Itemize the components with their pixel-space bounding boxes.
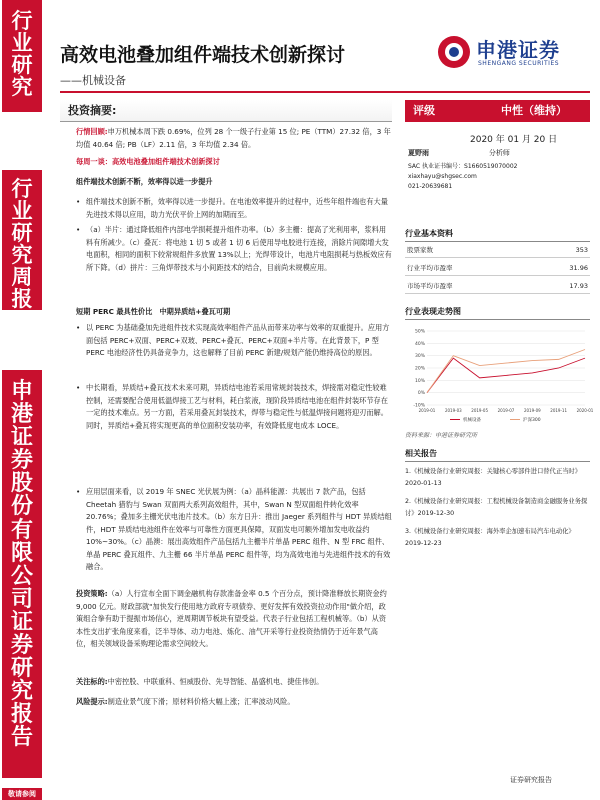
- focus-stocks: [76, 676, 392, 689]
- side-label-company: [2, 370, 42, 778]
- side-char: 券: [10, 632, 33, 659]
- footer-label: 证券研究报告: [510, 776, 552, 784]
- side-char: 报: [11, 286, 33, 312]
- report-subtitle: ——机械设备: [60, 74, 126, 87]
- side-char: 周: [11, 264, 33, 290]
- related-reports-heading: 相关报告: [405, 448, 590, 462]
- side-char: 业: [11, 198, 33, 224]
- chart-x-tick-label: 2020-01: [576, 408, 594, 413]
- related-report-3[interactable]: 3.《机械设备行业研究周报：海外率企加速布局汽车电动化》2019-12-23: [405, 528, 575, 547]
- analyst-email[interactable]: xiaxhayu@shgsec.com: [408, 173, 477, 180]
- company-logo: [438, 34, 588, 84]
- chart-x-tick-label: 2019-11: [550, 408, 568, 413]
- basic-info-heading: 行业基本资料: [405, 228, 590, 242]
- side-char: 业: [11, 30, 33, 56]
- rating-label: 评级: [413, 104, 435, 117]
- header-divider: [60, 91, 590, 93]
- analyst-role: 分析师: [488, 149, 510, 157]
- summary-heading: 投资摘要:: [60, 100, 392, 122]
- side-char: 告: [10, 724, 33, 751]
- investment-strategy: [76, 588, 392, 651]
- risk-text: 制造业景气度下滑；原材料价格大幅上涨；汇率波动风险。: [107, 697, 295, 706]
- side-char: 研: [10, 655, 33, 682]
- basic-key: 股票家数: [407, 246, 433, 254]
- market-review: [76, 126, 392, 151]
- side-char: 份: [10, 493, 33, 520]
- side-char: 限: [10, 539, 33, 566]
- bullet-3: • 以 PERC 为基础叠加先进组件技术实现高效率组件产品从而带来功率与效率的双重提升。应用方面包括 PERC+双面、PERC+双玻、PERC+叠瓦、PERC+双面+半片等。在此背景下，P 型 PERC 电池经济性仍具备竞争力，这也解释了目前 PERC 新建/规划产能仍维持高位的原因。: [76, 322, 392, 360]
- chart-legend-label: 机械设备: [463, 418, 481, 423]
- logo-cn-text: 申港证券: [476, 38, 560, 62]
- chart-source: 资料来源：申港证券研究所: [405, 432, 478, 439]
- side-char: 行: [11, 176, 33, 201]
- side-char: 港: [10, 401, 33, 428]
- report-title: 高效电池叠加组件端技术创新探讨: [60, 44, 346, 66]
- side-label-industry-research: [2, 0, 42, 112]
- market-label: 行情回顾:: [76, 127, 108, 136]
- chart-y-tick-label: 20%: [414, 366, 425, 372]
- side-char: 究: [10, 678, 33, 705]
- side-char: 公: [10, 562, 33, 589]
- chart-x-tick-label: 2019-01: [418, 408, 436, 413]
- industry-performance-chart: [405, 325, 594, 425]
- rating-value: 中性（维持）: [501, 104, 567, 117]
- bullet-2: • （a）半片：通过降低组件内部电学损耗提升组件功率。（b）多主栅：提高了光利用率，浆料用料有所减少。（c）叠瓦：将电池 1 切 5 或者 1 切 6 后使用导电胶进行连接，消除片间隙增大发电面积，相同的面积下较常规组件多放置 13%以上；光焊带设计，电池片电阻损耗与热板效应有所下降。（d）拼片：三角焊带技术与小间距技术的结合，目前尚未规模应用。: [76, 224, 392, 274]
- side-char: 究: [11, 74, 33, 100]
- basic-key: 市场平均市盈率: [407, 282, 453, 290]
- subheading-2: 短期 PERC 最具性价比 中期异质结+叠瓦可期: [76, 307, 231, 316]
- chart-y-tick-label: 30%: [414, 354, 425, 360]
- side-char: 股: [10, 470, 33, 497]
- chart-y-tick-label: -10%: [413, 403, 425, 409]
- side-char: 券: [10, 447, 33, 474]
- weekly-topic: 每周一谈：高效电池叠加组件端技术创新探讨: [76, 157, 220, 166]
- logo-emblem-icon: [438, 36, 470, 68]
- analyst-cert: SAC 执业证书编号：S1660519070002: [408, 163, 518, 170]
- risk-warning: [76, 696, 392, 709]
- chart-x-tick-label: 2019-09: [523, 408, 541, 413]
- chart-y-tick-label: 40%: [414, 341, 425, 347]
- bullet-4: • 中长期看，异质结+叠瓦技术未来可期，异质结电池若采用常规封装技术，焊接需对稳定性较难控制，还需要配合使用低温焊接工艺与材料，耗白浆液，现阶段异质结电池在组件封装环节存在一定的技术难点。另一方面，若采用叠瓦封装技术，焊带与稳定性与低温焊接问题将迎刃而解。同时，异质结+叠瓦将实现更高的单位面积安装功率，有效降低度电成本 LOCE。: [76, 382, 392, 432]
- side-char: 证: [10, 608, 33, 635]
- side-char: 证: [10, 424, 33, 451]
- bullet-5: • 应用层面来看，以 2019 年 SNEC 光伏展为例：（a）晶科能源：共展出 7 款产品，包括 Cheetah 猎豹与 Swan 双面两大系列高效组件，其中，Swan N 型双面组件转化效率 20.76%；叠加多主栅光伏电池片技术。（b）东方日升：推出 Jaeger 系列组件与 HDT 异质结组件，HDT 异质结电池组件在效率与可靠性方面更具保障，双面发电可额外增加发电收益约 10%~30%。（c）晶澳：展出高效组件产品包括九主栅半片单晶 PERC 组件、N 型 FRC 组件、单晶 PERC 叠瓦组件、九主栅 66 半片单晶 PERC 组件等，均为高效电池与先进组件技术的有效融合。: [76, 486, 392, 574]
- subheading-1: 组件端技术创新不断，效率得以进一步提升: [76, 177, 213, 186]
- side-label-weekly-report: [2, 170, 42, 310]
- rating-bar: [405, 100, 590, 122]
- side-char: 究: [11, 242, 33, 268]
- basic-key: 行业平均市盈率: [407, 264, 453, 272]
- chart-series-line-1: [427, 350, 585, 393]
- basic-value: 17.93: [569, 282, 588, 290]
- risk-label: 风险提示:: [76, 697, 108, 706]
- side-char: 报: [10, 701, 33, 728]
- bullet-1: • 组件端技术创新不断，效率得以进一步提升。在电池效率提升的过程中，近些年组件端也有大量先进技术得以应用，助力光伏平价上网的加期而至。: [76, 196, 392, 221]
- basic-row-market-pe: [405, 280, 588, 292]
- logo-en-text: SHENGANG SECURITIES: [478, 60, 560, 67]
- analyst-name: 夏野雨: [408, 149, 429, 157]
- row-divider: [405, 275, 590, 276]
- chart-legend-label: 沪深300: [523, 418, 541, 423]
- chart-x-tick-label: 2019-05: [471, 408, 489, 413]
- basic-row-industry-pe: [405, 262, 588, 274]
- basic-row-stock-count: [405, 244, 588, 256]
- advice-label: 投资策略:: [76, 589, 108, 598]
- basic-value: 31.96: [569, 264, 588, 272]
- focus-text: 中密控股、中联重科、恒威股份、先导智能、晶盛机电、捷佳伟创。: [107, 677, 324, 686]
- side-char: 研: [11, 220, 33, 246]
- chart-y-tick-label: 10%: [414, 378, 425, 384]
- chart-y-tick-label: 0%: [417, 391, 425, 397]
- side-bar: [0, 0, 44, 800]
- side-char: 行: [11, 8, 33, 33]
- chart-y-tick-label: 50%: [414, 329, 425, 335]
- side-char: 申: [10, 378, 33, 404]
- analyst-phone: 021-20639681: [408, 183, 453, 190]
- basic-value: 353: [575, 246, 588, 254]
- side-char: 有: [10, 516, 33, 543]
- chart-x-tick-label: 2019-07: [497, 408, 515, 413]
- focus-label: 关注标的:: [76, 677, 108, 686]
- side-char: 司: [10, 585, 33, 612]
- chart-x-tick-label: 2019-03: [444, 408, 462, 413]
- row-divider: [405, 293, 590, 294]
- report-date: 2020 年 01 月 20 日: [470, 135, 558, 145]
- side-char: 研: [11, 52, 33, 78]
- chart-heading: 行业表现走势图: [405, 306, 590, 320]
- analyst-name-row: [408, 148, 510, 159]
- related-report-2[interactable]: 2.《机械设备行业研究周报：工程机械设备制造商金融服务业务探讨》2019-12-30: [405, 498, 588, 517]
- row-divider: [405, 257, 590, 258]
- market-text: 申万机械本周下跌 0.69%，位列 28 个一级子行业第 15 位; PE（TTM）27.32 倍，3 年均值 40.64 倍; PB（LF）2.11 倍，3 年均值 2.34 倍。: [76, 127, 391, 149]
- related-report-1[interactable]: 1.《机械设备行业研究周报：关键核心零部件进口替代正当时》2020-01-13: [405, 468, 582, 487]
- advice-text: （a）人行宣布全面下调金融机构存款准备金率 0.5 个百分点，预计降准释放长期资金约 9,000 亿元。财政部就"加快发行使用地方政府专项债券、更好发挥有效投资拉动作用"做介绍，政策组合拳有助于提振市场信心，逆周期调节板块有望受益。代表子行业包括工程机械等。（b）从资本性支出扩张角度来看，泛半导体、动力电池、炼化、油气开采等行业投资热情仍于近年景气高位，相关领域设备采购理论需求空间较大。: [76, 589, 387, 648]
- footer-tag: 敬请参阅: [2, 788, 42, 800]
